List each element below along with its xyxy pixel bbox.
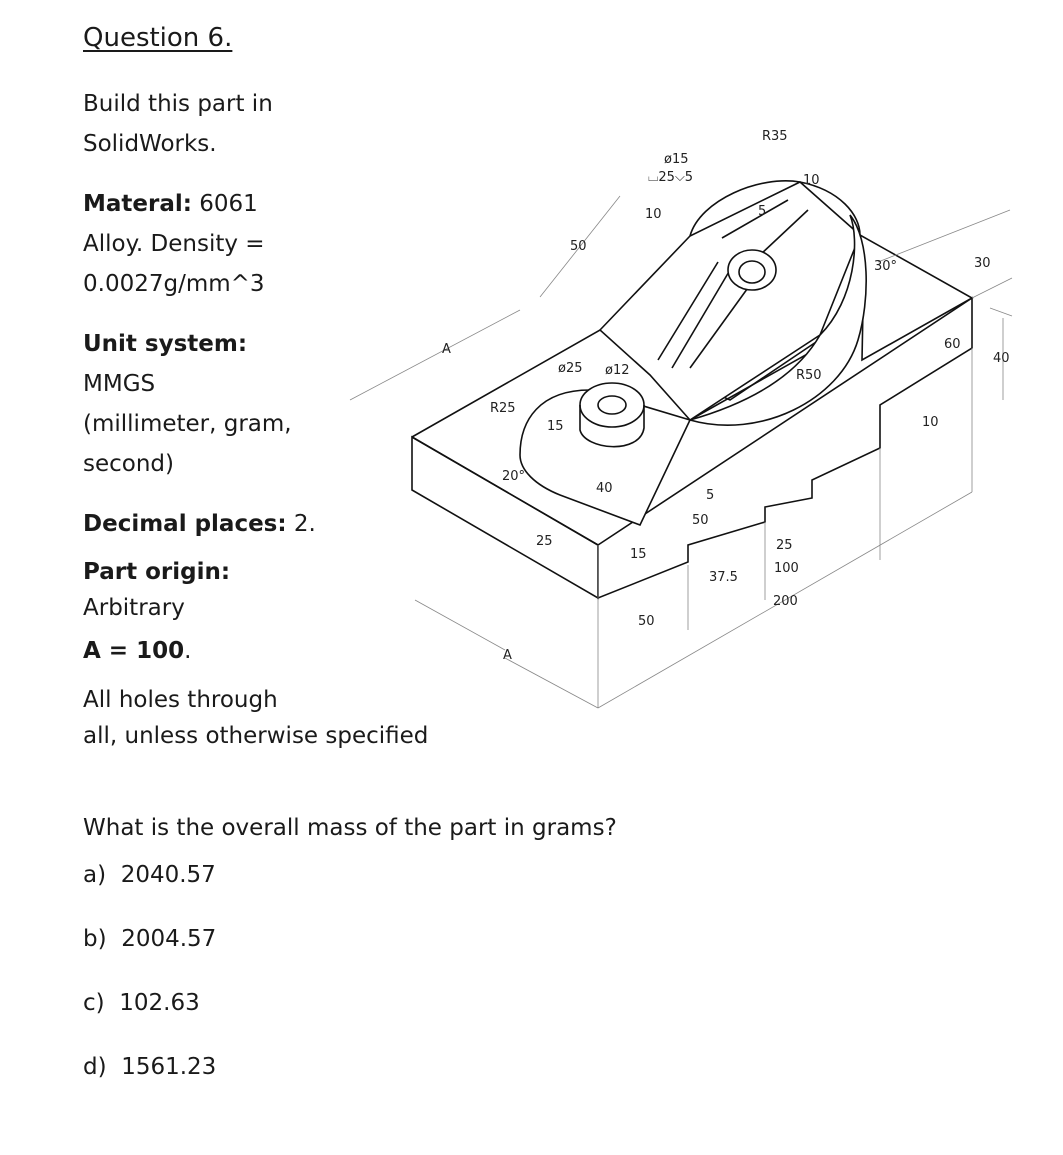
choice-d-value: 1561.23 <box>121 1054 217 1080</box>
choice-c-value: 102.63 <box>119 990 200 1016</box>
dim-100: 100 <box>774 561 799 576</box>
choice-a-value: 2040.57 <box>120 862 216 888</box>
dim-20deg: 20° <box>502 469 526 484</box>
dim-5b: 5 <box>706 488 715 503</box>
a-suffix: . <box>184 638 192 664</box>
question-title: Question 6. <box>83 23 233 53</box>
intro-line-2: SolidWorks. <box>83 131 217 157</box>
dim-10a: 10 <box>645 207 662 222</box>
origin-label-text: Part origin: <box>83 559 231 585</box>
dim-a1: A <box>442 342 451 357</box>
dim-15a: 15 <box>547 419 564 434</box>
dim-r50: R50 <box>796 368 822 383</box>
unit-line-3: second) <box>83 451 175 477</box>
unit-line-2: (millimeter, gram, <box>83 411 292 437</box>
unit-line-1: MMGS <box>83 371 156 397</box>
boss-top <box>580 383 644 427</box>
material-label: Materal: <box>83 191 192 217</box>
choice-d-letter: d) <box>83 1054 107 1080</box>
dim-50c: 50 <box>638 614 655 629</box>
holes-line-1: All holes through <box>83 687 278 713</box>
origin-value: Arbitrary <box>83 595 185 621</box>
dim-dia25: ø25 <box>558 361 583 376</box>
dim-cbore: ⌴25⌵5 <box>648 170 694 185</box>
dim-dia12: ø12 <box>605 363 630 378</box>
choice-a-letter: a) <box>83 862 107 888</box>
dim-r25: R25 <box>490 401 516 416</box>
choice-c-letter: c) <box>83 990 105 1016</box>
dim-dia15: ø15 <box>664 152 689 167</box>
counterbore-outer <box>728 250 776 290</box>
choice-b-value: 2004.57 <box>121 926 217 952</box>
question-prompt: What is the overall mass of the part in grams? <box>83 815 617 841</box>
material-value: 6061 <box>191 191 258 217</box>
dim-r35: R35 <box>762 129 788 144</box>
dim-5a: 5 <box>758 204 767 219</box>
dim-40b: 40 <box>596 481 613 496</box>
dim-25a: 25 <box>536 534 553 549</box>
dim-40: 40 <box>993 351 1010 366</box>
dim-15b: 15 <box>630 547 647 562</box>
material-line-2: Alloy. Density = <box>83 231 265 257</box>
holes-line-2: all, unless otherwise specified <box>83 723 429 749</box>
material-line-3: 0.0027g/mm^3 <box>83 271 265 297</box>
a-label: A = 100 <box>83 638 185 664</box>
dim-10c: 10 <box>922 415 939 430</box>
dim-30deg: 30° <box>874 259 898 274</box>
unit-label-text: Unit system: <box>83 331 248 357</box>
choice-b-letter: b) <box>83 926 107 952</box>
intro-line-1: Build this part in <box>83 91 273 117</box>
dim-200: 200 <box>773 594 798 609</box>
dim-25b: 25 <box>776 538 793 553</box>
dim-10b: 10 <box>803 173 820 188</box>
dim-37-5: 37.5 <box>709 570 738 585</box>
dim-50a: 50 <box>570 239 587 254</box>
decimal-label: Decimal places: <box>83 511 287 537</box>
dim-50b: 50 <box>692 513 709 528</box>
dim-30: 30 <box>974 256 991 271</box>
dim-a2: A <box>503 648 512 663</box>
decimal-value: 2. <box>286 511 316 537</box>
dim-60: 60 <box>944 337 961 352</box>
